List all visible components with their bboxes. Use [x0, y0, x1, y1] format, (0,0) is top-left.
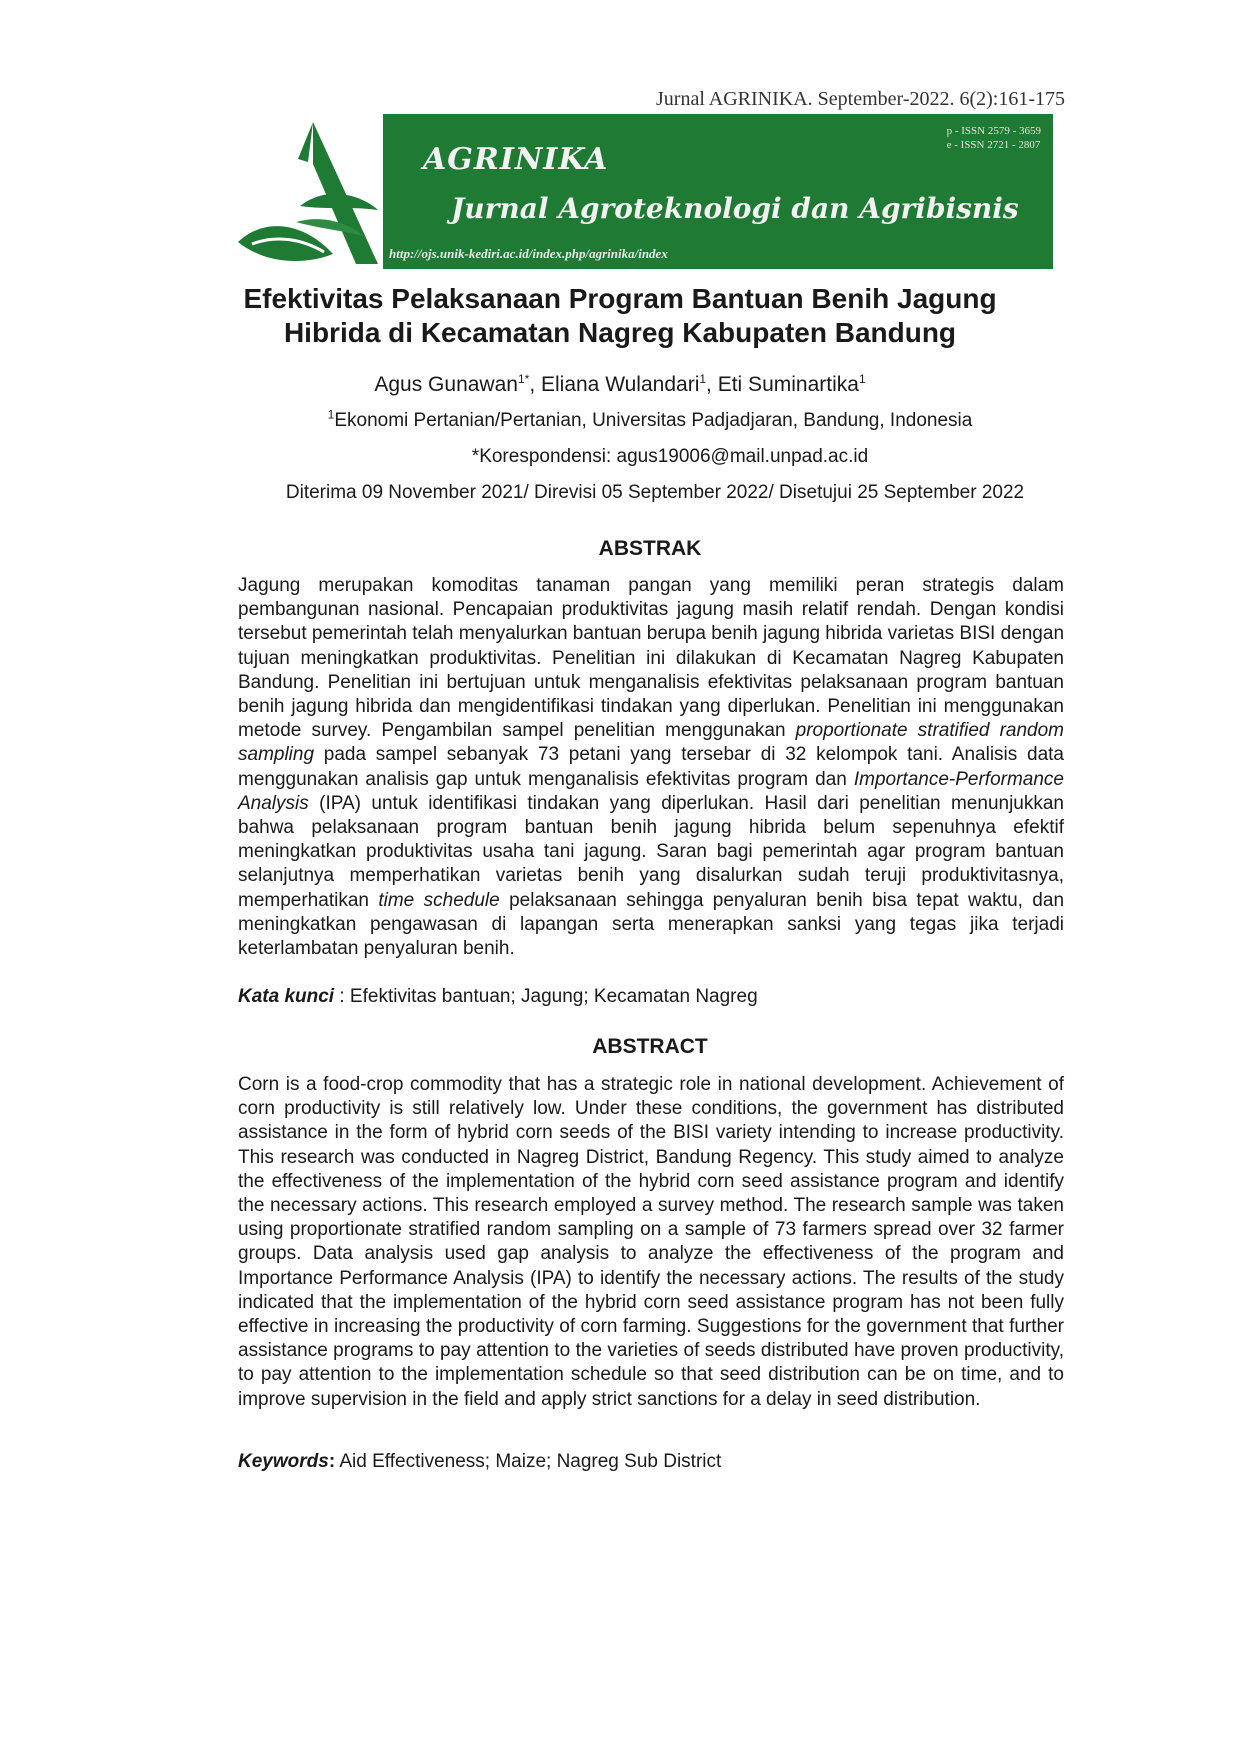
journal-fullname: Jurnal Agroteknologi dan Agribisnis [451, 192, 1019, 225]
abstrak-text: pada sampel sebanyak 73 petani yang tersebar di 32 kelompok tani. Analisis data menggunakan analisis gap untuk menganalisis efektivitas program dan [238, 744, 1064, 790]
abstrak-text: pelaksanaan sehingga penyaluran benih bisa tepat waktu, dan meningkatkan pengawasan di lapangan serta menerapkan sanksi yang tegas jika terjadi keterlambatan penyaluran benih. [238, 889, 1065, 960]
abstrak-body [238, 574, 1064, 961]
affiliation-mark: 1 [327, 407, 335, 422]
issn-block [947, 124, 1041, 152]
keywords [238, 1451, 1064, 1473]
author-list [0, 373, 1240, 397]
abstract-heading: ABSTRACT [592, 1035, 708, 1058]
abstrak-italic-term: time schedule [378, 889, 500, 911]
author-affiliation-mark: 1 [699, 372, 707, 386]
kata-kunci [238, 986, 1064, 1008]
abstrak-heading: ABSTRAK [598, 537, 702, 560]
keywords-colon: : [328, 1451, 336, 1472]
abstrak-text: (IPA) untuk identifikasi tindakan yang diperlukan. Hasil dari penelitian menunjukkan bahwa pelaksanaan program bantuan benih jagung hibrida belum sepenuhnya efektif meningkatkan produktivitas usaha tani jagung. Saran bagi pemerintah agar program bantuan selanjutnya memperhatikan varietas benih yang disalurkan sudah teruji produktivitasnya, memperhatikan [238, 792, 1064, 911]
abstrak-italic-term: proportionate stratified random sampling [238, 720, 1064, 766]
kata-kunci-label: Kata kunci [238, 986, 335, 1007]
journal-url[interactable]: http://ojs.unik-kediri.ac.id/index.php/agrinika/index [389, 246, 668, 261]
article-title [200, 282, 1040, 350]
submission-dates: Diterima 09 November 2021/ Direvisi 05 September 2022/ Disetujui 25 September 2022 [285, 482, 1025, 503]
author-affiliation-mark: 1* [517, 372, 530, 386]
abstrak-italic-term: Importance-Performance Analysis [238, 768, 1064, 814]
abstract-body: Corn is a food-crop commodity that has a strategic role in national development. Achievement of corn productivity is still relatively low. Under these conditions, the government has distributed assistance in the form of hybrid corn seeds of the BISI variety intending to increase productivity. This research was conducted in Nagreg District, Bandung Regency. This study aimed to analyze the effectiveness of the implementation of the hybrid corn seed assistance program and identify the necessary actions. This research employed a survey method. The research sample was taken using proportionate stratified random sampling on a sample of 73 farmers spread over 32 farmer groups. Data analysis used gap analysis to analyze the effectiveness of the program and Importance Performance Analysis (IPA) to identify the necessary actions. The results of the study indicated that the implementation of the hybrid corn seed assistance program has not been fully effective in increasing the productivity of corn farming. Suggestions for the government that further assistance programs to pay attention to the varieties of seeds distributed have proven productivity, to pay attention to the implementation schedule so that seed distribution can be on time, and to improve supervision in the field and apply strict sanctions for a delay in seed distribution. [238, 1074, 1064, 1410]
keywords-label: Keywords [238, 1451, 329, 1472]
kata-kunci-text: : Efektivitas bantuan; Jagung; Kecamatan Nagreg [334, 986, 758, 1007]
p-issn: p - ISSN 2579 - 3659 [946, 125, 1041, 137]
banner-green-band [383, 114, 1053, 269]
abstrak-text: Jagung merupakan komoditas tanaman pangan yang memiliki peran strategis dalam pembangunan nasional. Pencapaian produktivitas jagung masih relatif rendah. Dengan kondisi tersebut pemerintah telah menyalurkan bantuan berupa benih jagung hibrida varietas BISI dengan tujuan meningkatkan produktivitas. Penelitian ini dilakukan di Kecamatan Nagreg Kabupaten Bandung. Penelitian ini bertujuan untuk menganalisis efektivitas pelaksanaan program bantuan benih jagung hibrida dan mengidentifikasi tindakan yang diperlukan. Penelitian ini menggunakan metode survey. Pengambilan sampel penelitian menggunakan [238, 575, 1065, 742]
journal-banner [238, 114, 1053, 272]
author-affiliation-mark: 1 [858, 372, 866, 386]
correspondence: *Korespondensi: agus19006@mail.unpad.ac.id [471, 446, 869, 467]
affiliation [0, 407, 1240, 432]
e-issn: e - ISSN 2721 - 2807 [946, 139, 1041, 151]
affiliation-text: Ekonomi Pertanian/Pertanian, Universitas Padjadjaran, Bandung, Indonesia [334, 410, 973, 431]
title-line-2: Hibrida di Kecamatan Nagreg Kabupaten Bandung [283, 317, 957, 348]
title-line-1: Efektivitas Pelaksanaan Program Bantuan Benih Jagung [243, 283, 997, 314]
author-name: Agus Gunawan [374, 373, 518, 396]
keywords-text: Aid Effectiveness; Maize; Nagreg Sub District [335, 1451, 722, 1472]
journal-reference: Jurnal AGRINIKA. September-2022. 6(2):161-175 [656, 88, 1065, 110]
agrinika-logo [238, 114, 388, 272]
author-name: , Eliana Wulandari [529, 373, 700, 396]
journal-acronym: AGRINIKA [423, 142, 609, 177]
author-name: , Eti Suminartika [706, 373, 859, 396]
